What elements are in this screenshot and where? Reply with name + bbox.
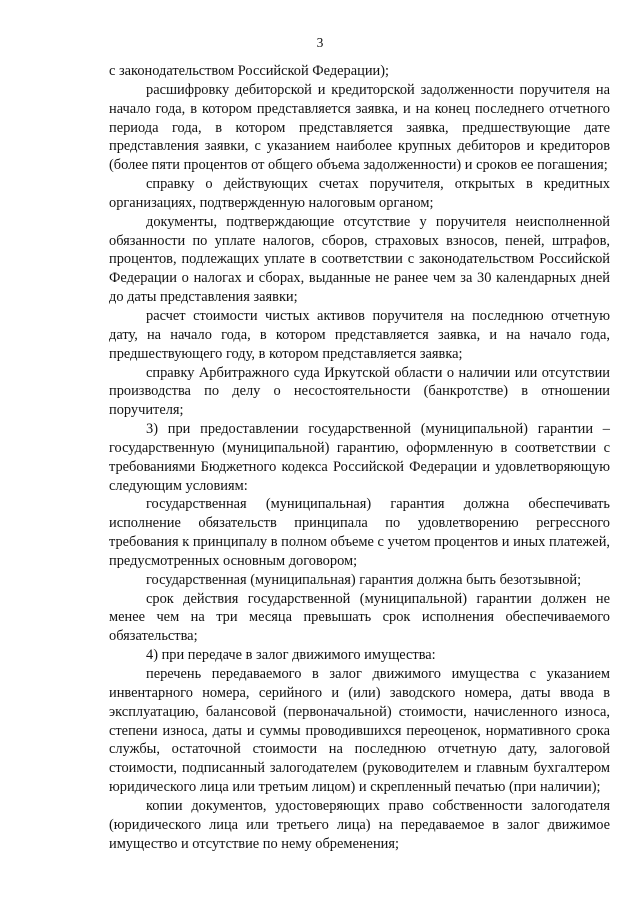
paragraph-receivables-breakdown: расшифровку дебиторской и кредиторской задолженности поручителя на начало года, в котором представляется заявка, и на конец последнего отчетного периода года, в котором представляется заявка, предшествующие дате представления заявки, с указанием наиболее крупных дебиторов и кредиторов (более пяти процентов от общего объема задолженности) и сроков ее погашения;	[109, 81, 610, 174]
paragraph-item-4-pledge: 4) при передаче в залог движимого имущества:	[146, 647, 436, 664]
paragraph-bank-accounts-certificate: справку о действующих счетах поручителя, открытых в кредитных организациях, подтвержденную налоговым органом;	[109, 176, 610, 211]
paragraph-guarantee-condition-irrevocable: государственная (муниципальная) гарантия должна быть безотзывной;	[146, 571, 582, 588]
paragraph-item-3-guarantee: 3) при предоставлении государственной (муниципальной) гарантии – государственную (муниципальной) гарантию, оформленную в соответствии с требованиями Бюджетного кодекса Российской Федерации и удовлетворяющую следующим условиям:	[109, 421, 610, 494]
paragraph-net-assets-calculation: расчет стоимости чистых активов поручителя на последнюю отчетную дату, на начало года, в котором представляется заявка, и на начало года, предшествующего году, в котором представляется заявка;	[109, 307, 610, 362]
paragraph-ownership-documents: копии документов, удостоверяющих право собственности залогодателя (юридического лица или третьего лица) на передаваемое в залог движимое имущество и отсутствие по нему обременения;	[109, 797, 610, 852]
paragraph-pledged-property-list: перечень передаваемого в залог движимого имущества с указанием инвентарного номера, серийного и (или) заводского номера, даты ввода в эксплуатацию, балансовой (первоначальной) стоимости, начисленного износа, степени износа, даты и суммы проводившихся переоценок, нормативного срока службы, остаточной стоимости на последнюю отчетную дату, залоговой стоимости, подписанный залогодателем (руководителем и главным бухгалтером юридического лица или третьим лицом) и скрепленный печатью (при наличии);	[109, 666, 610, 796]
page-number: 3	[316, 35, 324, 50]
paragraph-continuation: с законодательством Российской Федерации);	[109, 63, 390, 79]
paragraph-guarantee-condition-term: срок действия государственной (муниципальной) гарантии должен не менее чем на три месяца превышать срок исполнения обеспечиваемого обязательства;	[109, 590, 610, 645]
paragraph-arbitration-court-certificate: справку Арбитражного суда Иркутской области о наличии или отсутствии производства по делу о несостоятельности (банкротстве) в отношении поручителя;	[109, 364, 610, 419]
paragraph-guarantee-condition-obligations: государственная (муниципальная) гарантия должна обеспечивать исполнение обязательств принципала по удовлетворению регрессного требования к принципалу в полном объеме с учетом процентов и иных платежей, предусмотренных основным договором;	[109, 496, 610, 569]
paragraph-no-tax-debt-documents: документы, подтверждающие отсутствие у поручителя неисполненной обязанности по уплате налогов, сборов, страховых взносов, пеней, штрафов, процентов, подлежащих уплате в соответствии с законодательством Российской Федерации о налогах и сборах, выданные не ранее чем за 30 календарных дней до даты представления заявки;	[109, 213, 610, 306]
document-body	[109, 62, 610, 853]
